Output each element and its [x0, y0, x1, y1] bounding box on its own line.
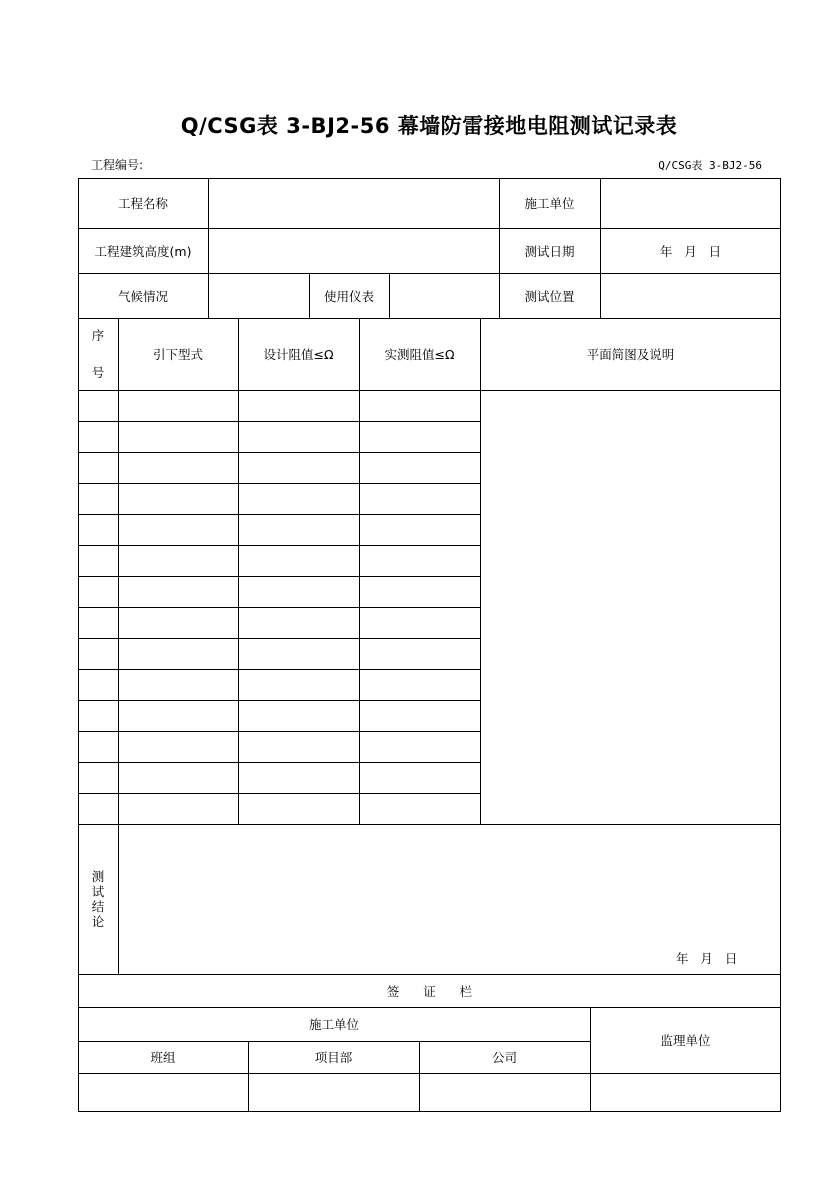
measured-resistance-cell[interactable] [359, 669, 480, 700]
construction-unit-label: 施工单位 [524, 196, 575, 211]
sign-company: 公司 [491, 1050, 517, 1065]
signature-title: 签 证 栏 [386, 983, 473, 999]
measured-resistance-cell[interactable] [359, 390, 480, 421]
conclusion-char: 试 [91, 884, 105, 899]
design-resistance-cell[interactable] [238, 390, 359, 421]
seq-header-top: 序 [91, 328, 105, 343]
seq-cell[interactable] [78, 390, 118, 421]
seq-cell[interactable] [78, 452, 118, 483]
sign-project-dept-field[interactable] [248, 1073, 419, 1112]
measured-resistance-cell[interactable] [359, 607, 480, 638]
seq-cell[interactable] [78, 514, 118, 545]
design-resistance-cell[interactable] [238, 514, 359, 545]
instrument-label: 使用仪表 [323, 288, 374, 304]
design-resistance-cell[interactable] [238, 483, 359, 514]
down-conductor-cell[interactable] [118, 762, 238, 793]
test-date-label: 测试日期 [524, 243, 575, 259]
seq-cell[interactable] [78, 576, 118, 607]
building-height-field[interactable] [208, 228, 499, 273]
design-resistance-cell[interactable] [238, 607, 359, 638]
seq-header [78, 318, 118, 390]
weather-field[interactable] [208, 273, 309, 318]
design-resistance-cell[interactable] [238, 452, 359, 483]
measured-resistance-cell[interactable] [359, 638, 480, 669]
measured-resistance-cell[interactable] [359, 483, 480, 514]
form-title: Q/CSG表 3-BJ2-56 幕墙防雷接地电阻测试记录表 [180, 114, 678, 138]
conclusion-char: 测 [91, 869, 105, 884]
conclusion-label [78, 824, 118, 974]
measured-resistance-cell[interactable] [359, 731, 480, 762]
design-resistance-header: 设计阻值≤Ω [263, 347, 334, 362]
down-conductor-cell[interactable] [118, 669, 238, 700]
design-resistance-cell[interactable] [238, 576, 359, 607]
sign-supervision-field[interactable] [590, 1073, 781, 1112]
seq-cell[interactable] [78, 421, 118, 452]
seq-cell[interactable] [78, 607, 118, 638]
design-resistance-cell[interactable] [238, 545, 359, 576]
sign-construction-unit: 施工单位 [308, 1017, 359, 1032]
measured-resistance-cell[interactable] [359, 762, 480, 793]
measured-resistance-cell[interactable] [359, 793, 480, 824]
down-conductor-cell[interactable] [118, 390, 238, 421]
building-height-label: 工程建筑高度(m) [94, 243, 192, 259]
conclusion-char: 结 [91, 899, 105, 914]
test-date-field[interactable]: 年 月 日 [659, 243, 722, 259]
seq-cell[interactable] [78, 731, 118, 762]
instrument-field[interactable] [389, 273, 499, 318]
seq-cell[interactable] [78, 483, 118, 514]
design-resistance-cell[interactable] [238, 793, 359, 824]
down-conductor-cell[interactable] [118, 793, 238, 824]
seq-cell[interactable] [78, 700, 118, 731]
design-resistance-cell[interactable] [238, 421, 359, 452]
design-resistance-cell[interactable] [238, 638, 359, 669]
measured-resistance-cell[interactable] [359, 514, 480, 545]
down-conductor-cell[interactable] [118, 483, 238, 514]
measured-resistance-cell[interactable] [359, 700, 480, 731]
sign-team: 班组 [150, 1050, 176, 1065]
sign-team-field[interactable] [78, 1073, 248, 1112]
down-conductor-cell[interactable] [118, 545, 238, 576]
down-conductor-cell[interactable] [118, 452, 238, 483]
design-resistance-cell[interactable] [238, 669, 359, 700]
seq-header-bottom: 号 [91, 365, 105, 380]
project-number-label: 工程编号: [91, 158, 144, 172]
design-resistance-cell[interactable] [238, 700, 359, 731]
down-conductor-header: 引下型式 [152, 347, 203, 362]
test-location-label: 测试位置 [524, 288, 575, 304]
down-conductor-cell[interactable] [118, 514, 238, 545]
measured-resistance-cell[interactable] [359, 545, 480, 576]
measured-resistance-cell[interactable] [359, 421, 480, 452]
seq-cell[interactable] [78, 669, 118, 700]
plan-sketch-area[interactable] [480, 390, 781, 824]
seq-cell[interactable] [78, 762, 118, 793]
down-conductor-cell[interactable] [118, 576, 238, 607]
down-conductor-cell[interactable] [118, 700, 238, 731]
design-resistance-cell[interactable] [238, 731, 359, 762]
seq-cell[interactable] [78, 638, 118, 669]
plan-sketch-header: 平面简图及说明 [586, 347, 675, 362]
conclusion-date: 年 月 日 [676, 951, 738, 966]
weather-label: 气候情况 [117, 288, 168, 304]
form-code: Q/CSG表 3-BJ2-56 [658, 159, 762, 172]
measured-resistance-cell[interactable] [359, 576, 480, 607]
seq-cell[interactable] [78, 545, 118, 576]
seq-cell[interactable] [78, 793, 118, 824]
conclusion-char: 论 [91, 914, 105, 929]
construction-unit-field[interactable] [600, 178, 781, 228]
down-conductor-cell[interactable] [118, 638, 238, 669]
project-name-label: 工程名称 [117, 196, 168, 211]
sign-company-field[interactable] [419, 1073, 590, 1112]
sign-supervision-unit: 监理单位 [660, 1033, 711, 1048]
project-name-field[interactable] [208, 178, 499, 228]
measured-resistance-cell[interactable] [359, 452, 480, 483]
down-conductor-cell[interactable] [118, 731, 238, 762]
measured-resistance-header: 实测阻值≤Ω [384, 347, 455, 362]
design-resistance-cell[interactable] [238, 762, 359, 793]
test-location-field[interactable] [600, 273, 781, 318]
sign-project-dept: 项目部 [314, 1050, 353, 1065]
down-conductor-cell[interactable] [118, 421, 238, 452]
down-conductor-cell[interactable] [118, 607, 238, 638]
